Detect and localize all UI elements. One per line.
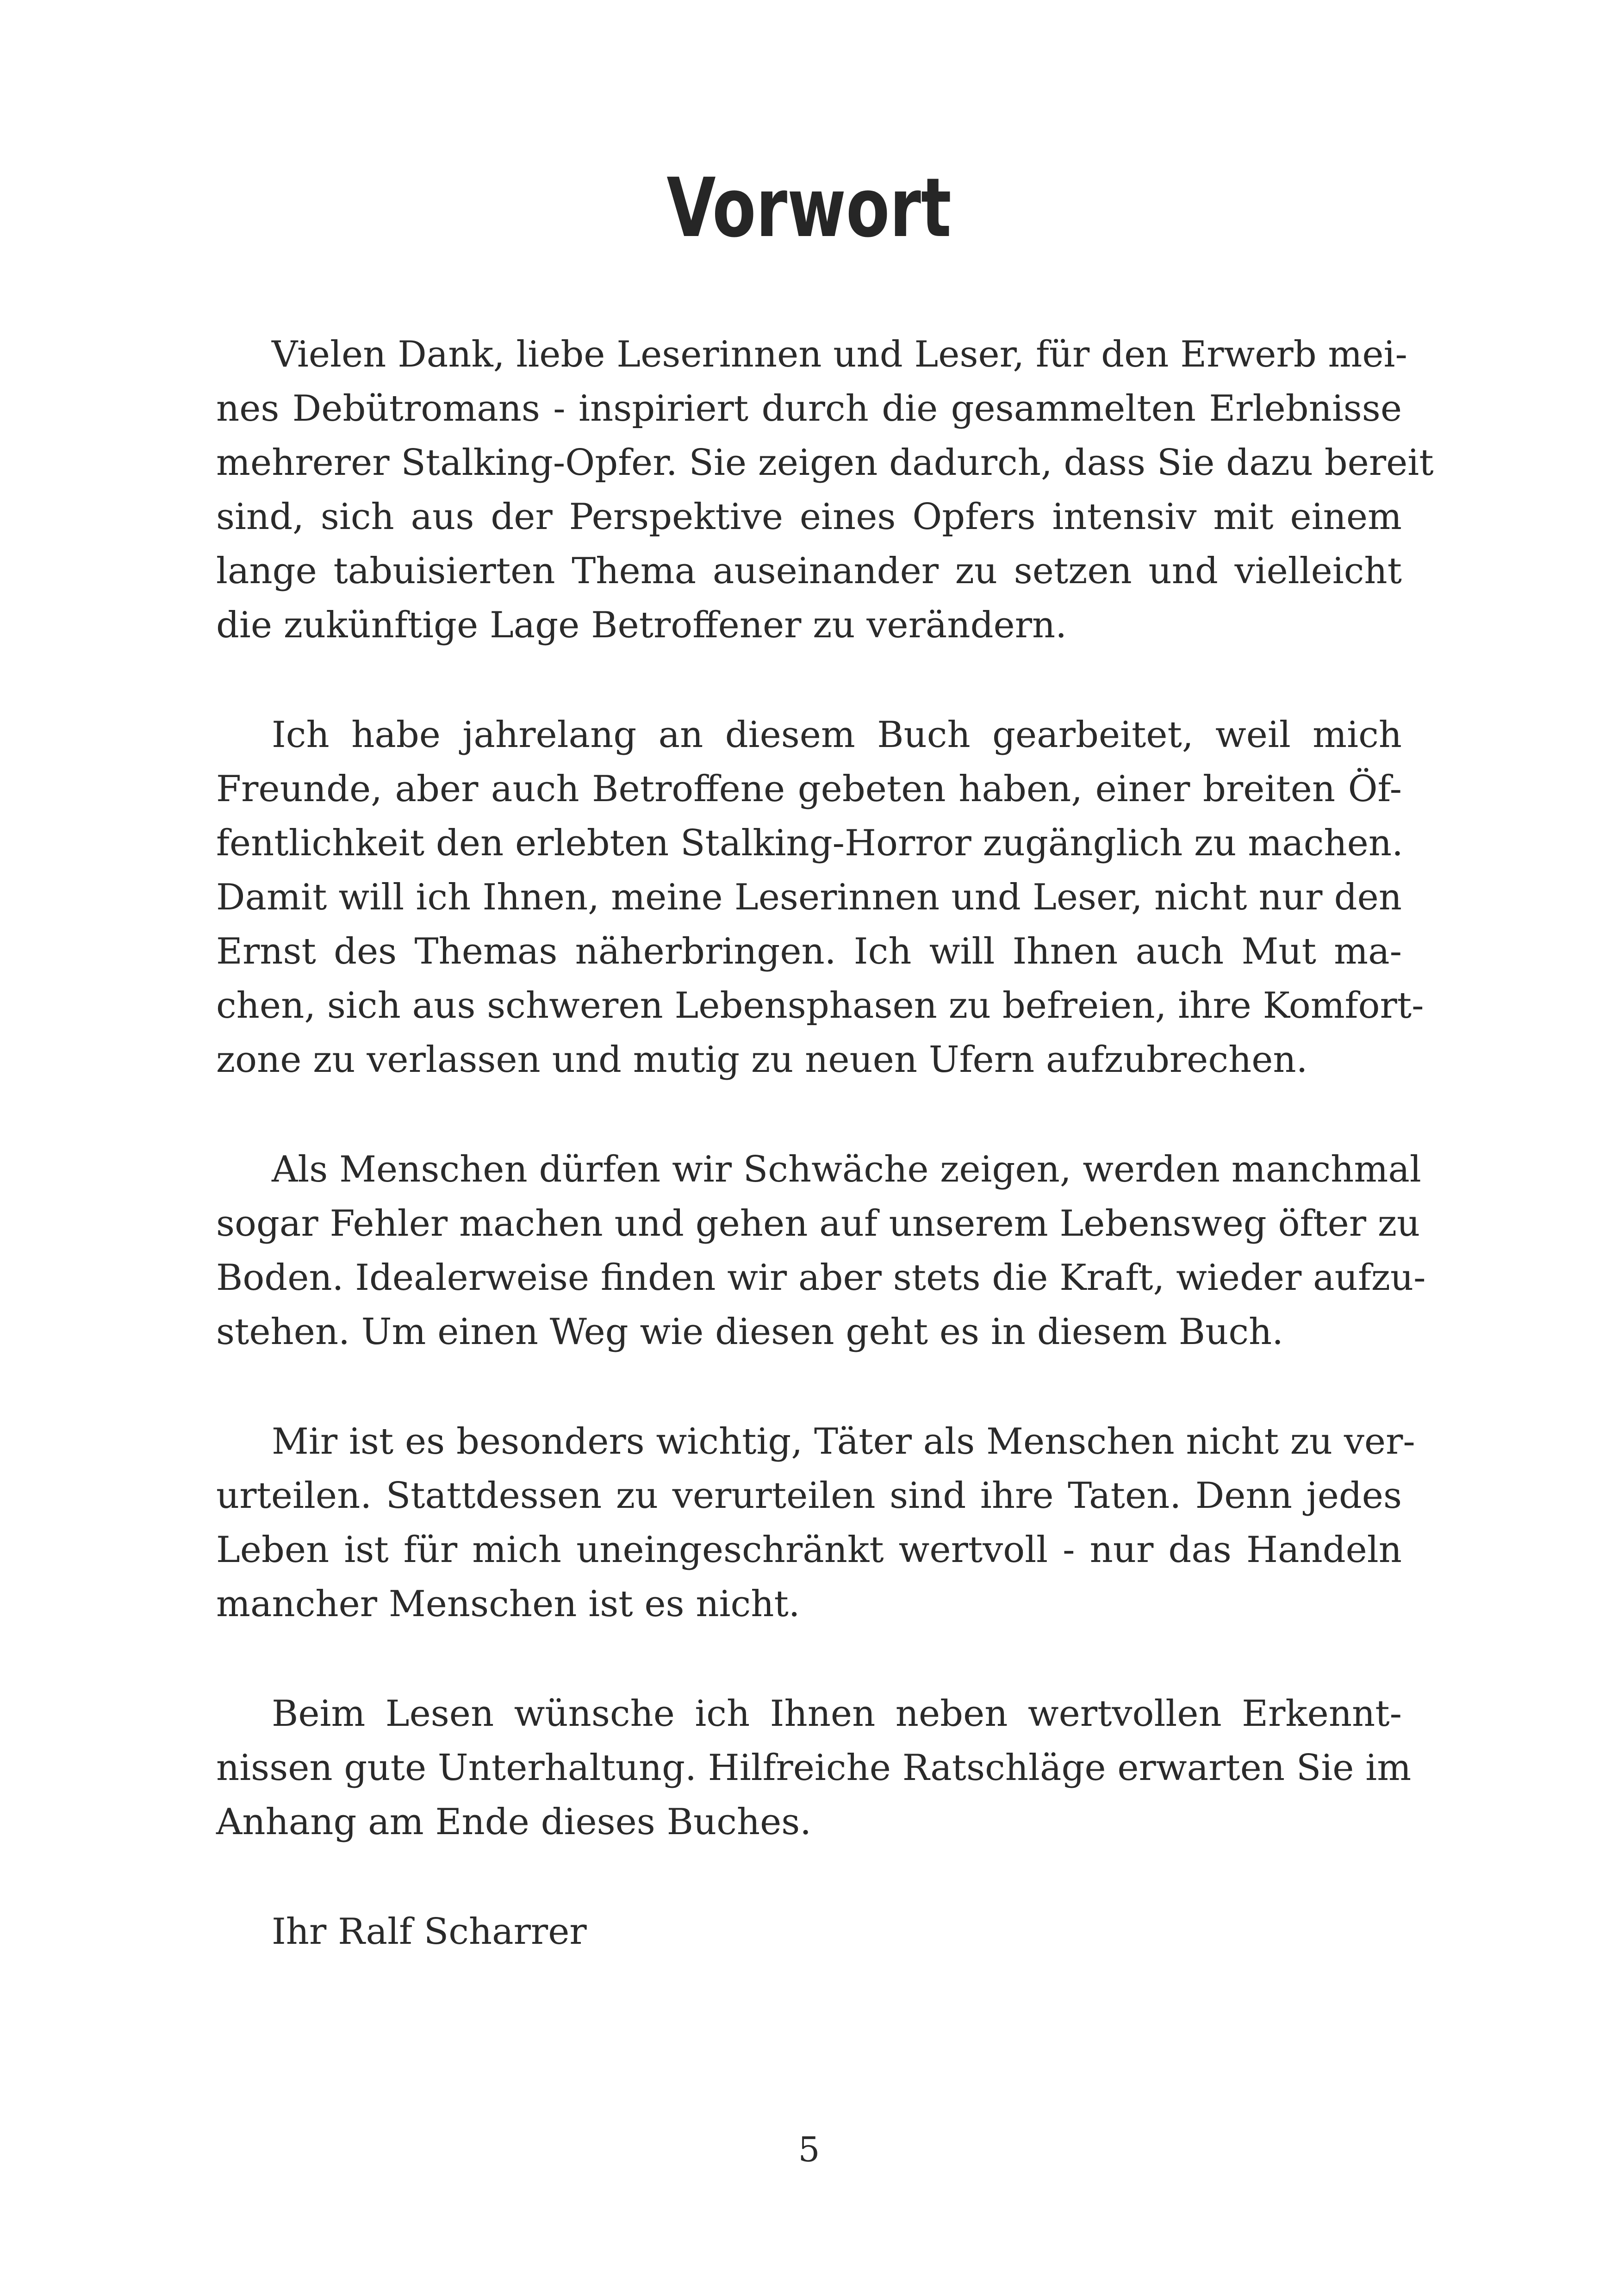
text-line: chen, sich aus schweren Lebensphasen zu befreien, ihre Komfort- bbox=[216, 985, 1424, 1027]
text-line: Ich habe jahrelang an diesem Buch gearbeitet, weil mich bbox=[272, 714, 1402, 756]
text-line: mancher Menschen ist es nicht. bbox=[216, 1583, 800, 1625]
text-line: Ernst des Themas näherbringen. Ich will Ihnen auch Mut ma- bbox=[216, 931, 1402, 972]
text-line: Als Menschen dürfen wir Schwäche zeigen, werden manchmal bbox=[272, 1149, 1421, 1190]
paragraph-2 bbox=[216, 708, 1424, 1087]
text-line: lange tabuisierten Thema auseinander zu setzen und vielleicht bbox=[216, 550, 1402, 592]
text-line: mehrerer Stalking-Opfer. Sie zeigen dadurch, dass Sie dazu bereit bbox=[216, 442, 1434, 484]
text-line: nissen gute Unterhaltung. Hilfreiche Ratschläge erwarten Sie im bbox=[216, 1747, 1412, 1789]
text-line: zone zu verlassen und mutig zu neuen Ufern aufzubrechen. bbox=[216, 1039, 1308, 1081]
text-line: Beim Lesen wünsche ich Ihnen neben wertvollen Erkennt- bbox=[272, 1693, 1402, 1735]
text-line: Boden. Idealerweise finden wir aber stets die Kraft, wieder aufzu- bbox=[216, 1257, 1426, 1299]
text-line: Mir ist es besonders wichtig, Täter als Menschen nicht zu ver- bbox=[272, 1421, 1415, 1462]
page-number: 5 bbox=[798, 2130, 820, 2170]
signature-text: Ihr Ralf Scharrer bbox=[272, 1911, 587, 1953]
foreword-body bbox=[216, 328, 1434, 1959]
text-line: Vielen Dank, liebe Leserinnen und Leser, für den Erwerb mei- bbox=[272, 334, 1407, 375]
text-line: die zukünftige Lage Betroffener zu verändern. bbox=[216, 604, 1067, 646]
text-line: stehen. Um einen Weg wie diesen geht es in diesem Buch. bbox=[216, 1311, 1284, 1353]
text-line: nes Debütromans - inspiriert durch die gesammelten Erlebnisse bbox=[216, 388, 1402, 429]
text-line: Damit will ich Ihnen, meine Leserinnen und Leser, nicht nur den bbox=[216, 877, 1402, 918]
text-line: fentlichkeit den erlebten Stalking-Horror zugänglich zu machen. bbox=[216, 822, 1403, 864]
text-line: sogar Fehler machen und gehen auf unserem Lebensweg öfter zu bbox=[216, 1203, 1420, 1244]
paragraph-5 bbox=[216, 1687, 1412, 1849]
paragraph-1 bbox=[216, 328, 1434, 653]
signature bbox=[216, 1905, 1402, 1959]
text-line: Freunde, aber auch Betroffene gebeten haben, einer breiten Öf- bbox=[216, 768, 1402, 810]
text-line: sind, sich aus der Perspektive eines Opfers intensiv mit einem bbox=[216, 496, 1402, 538]
text-line: Anhang am Ende dieses Buches. bbox=[216, 1801, 812, 1843]
text-line: Leben ist für mich uneingeschränkt wertvoll - nur das Handeln bbox=[216, 1529, 1402, 1571]
page-title: Vorwort bbox=[666, 161, 952, 255]
text-line: urteilen. Stattdessen zu verurteilen sind ihre Taten. Denn jedes bbox=[216, 1475, 1402, 1517]
paragraph-3 bbox=[216, 1143, 1426, 1359]
paragraph-4 bbox=[216, 1415, 1415, 1631]
